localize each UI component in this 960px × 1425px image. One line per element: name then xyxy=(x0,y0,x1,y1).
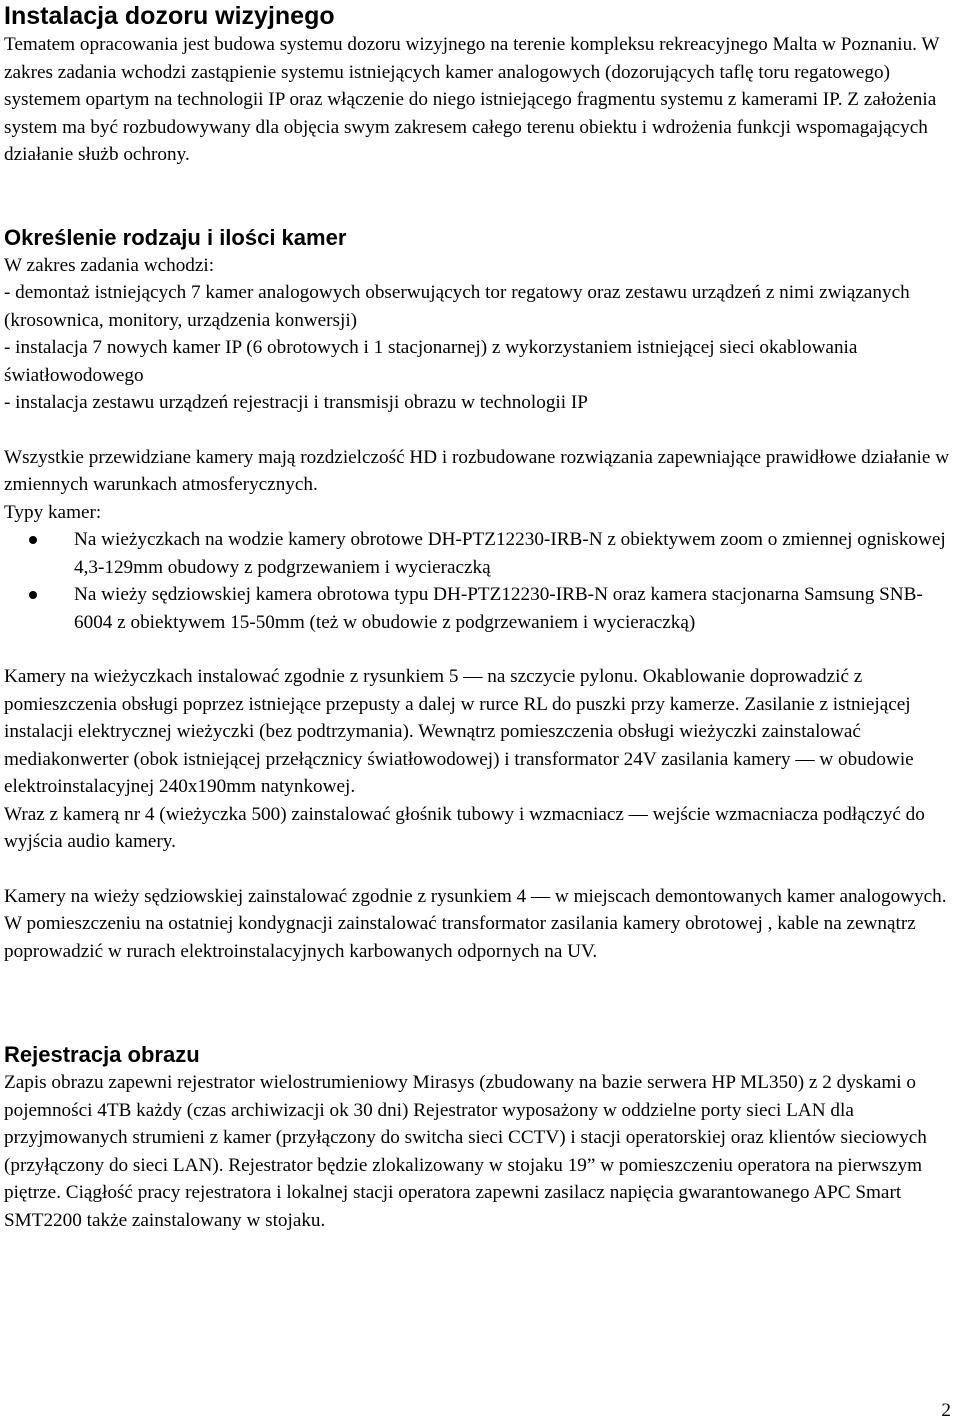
towers-installation-paragraph: Kamery na wieżyczkach instalować zgodnie z rysunkiem 5 — na szczycie pylonu. Okablowanie doprowadzić z pomieszczenia obsługi poprzez istniejące przepusty a dalej w rurce RL do puszki przy kamerze. Zasilanie z istniejącej instalacji elektrycznej wieżyczki (bez podtrzymania). Wewnątrz pomieszczenia obsługi wieżyczki zainstalować mediakonwerter (obok istniejącej przełącznicy światłowodowej) i transformator 24V zasilania kamery — w obudowie elektroinstalacyjnej 240x190mm natynkowej. xyxy=(4,666,914,797)
bullet-icon xyxy=(29,591,37,599)
scope-intro: W zakres zadania wchodzi: xyxy=(4,254,215,276)
spacer xyxy=(4,169,956,224)
scope-item-install-recording: - instalacja zestawu urządzeń rejestracji i transmisji obrazu w technologii IP xyxy=(4,392,588,413)
speaker-paragraph: Wraz z kamerą nr 4 (wieżyczka 500) zainstalować głośnik tubowy i wzmacniacz — wejście wzmacniacza podłączyć do wyjścia audio kamery. xyxy=(4,803,925,852)
recording-paragraph: Zapis obrazu zapewni rejestrator wielostrumieniowy Mirasys (zbudowany na bazie serwera HP ML350) z 2 dyskami o pojemności 4TB każdy (czas archiwizacji ok 30 dni) Rejestrator wyposażony w oddzielne porty sieci LAN dla przyjmowanych strumieni z kamer (przyłączony do switcha sieci CCTV) i stacji operatorskiej oraz klientów sieciowych (przyłączony do sieci LAN). Rejestrator będzie zlokalizowany w stojaku 19” w pomieszczeniu operatora na pierwszym piętrze. Ciągłość pracy rejestratora i lokalnej stacji operatora zapewni zasilacz napięcia gwarantowanego APC Smart SMT2200 także zainstalowany w stojaku. xyxy=(4,1072,927,1231)
judge-tower-paragraph: Kamery na wieży sędziowskiej zainstalować zgodnie z rysunkiem 4 — w miejscach demontowanych kamer analogowych. W pomieszczeniu na ostatniej kondygnacji zainstalować transformator zasilania kamery obrotowej , kable na zewnątrz poprowadzić w rurach elektroinstalacyjnych karbowanych odpornych na UV. xyxy=(4,885,947,962)
document-page xyxy=(4,0,956,1234)
spacer xyxy=(4,636,956,663)
spacer xyxy=(4,965,956,1041)
camera-types-list xyxy=(4,526,956,636)
section-heading-recording: Rejestracja obrazu xyxy=(4,1042,200,1067)
intro-paragraph: Tematem opracowania jest budowa systemu dozoru wizyjnego na terenie kompleksu rekreacyjnego Malta w Poznaniu. W zakres zadania wchodzi zastąpienie systemu istniejących kamer analogowych (dozorujących taflę toru regatowego) systemem opartym na technologii IP oraz włączenie do niego istniejącego fragmentu systemu z kamerami IP. Z założenia system ma być rozbudowywany dla objęcia swym zakresem całego terenu obiektu i wdrożenia funkcji wspomagających działanie służb ochrony. xyxy=(4,34,940,165)
scope-item-dismantle: - demontaż istniejących 7 kamer analogowych obserwujących tor regatowy oraz zestawu urządzeń z nimi związanych (krosownica, monitory, urządzenia konwersji) xyxy=(4,282,910,331)
list-item xyxy=(4,581,956,636)
scope-item-install-cameras: - instalacja 7 nowych kamer IP (6 obrotowych i 1 stacjonarnej) z wykorzystaniem istniejącej sieci okablowania światłowodowego xyxy=(4,337,858,386)
list-item xyxy=(4,526,956,581)
bullet-icon xyxy=(29,536,37,544)
camera-type-text: Na wieżyczkach na wodzie kamery obrotowe DH-PTZ12230-IRB-N z obiektywem zoom o zmiennej ogniskowej 4,3-129mm obudowy z podgrzewaniem i wycieraczką xyxy=(74,529,946,578)
camera-types-label: Typy kamer: xyxy=(4,501,102,523)
spacer xyxy=(4,417,956,444)
camera-type-text: Na wieży sędziowskiej kamera obrotowa typu DH-PTZ12230-IRB-N oraz kamera stacjonarna Samsung SNB-6004 z obiektywem 15-50mm (też w obudowie z podgrzewaniem i wycieraczką) xyxy=(74,584,923,633)
section-heading-video-surveillance: Instalacja dozoru wizyjnego xyxy=(4,2,335,30)
page-number: 2 xyxy=(941,1400,951,1421)
spacer xyxy=(4,856,956,883)
resolution-paragraph: Wszystkie przewidziane kamery mają rozdzielczość HD i rozbudowane rozwiązania zapewniające prawidłowe działanie w zmiennych warunkach atmosferycznych. xyxy=(4,446,950,495)
section-heading-camera-types: Określenie rodzaju i ilości kamer xyxy=(4,224,347,250)
